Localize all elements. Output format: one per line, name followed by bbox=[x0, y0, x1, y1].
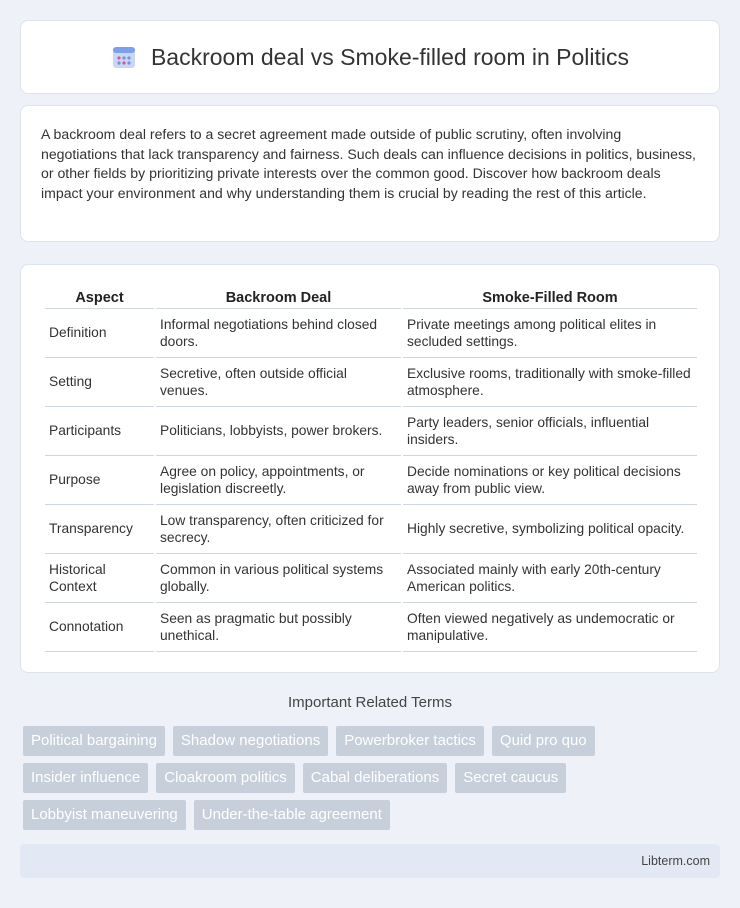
intro-text: A backroom deal refers to a secret agreement made outside of public scrutiny, often involving negotiations that lack transparency and fairness. Such deals can influence decisions in politics, business, or other fields by prioritizing private interests over the common good. Discover how backroom deals impact your environment and why understanding them is crucial by reading the rest of this article. bbox=[41, 126, 696, 201]
table-cell-aspect: Participants bbox=[45, 407, 154, 456]
related-term-tag[interactable]: Secret caucus bbox=[455, 763, 566, 793]
calendar-grid-icon bbox=[111, 44, 137, 70]
table-cell-smoke: Highly secretive, symbolizing political opacity. bbox=[403, 505, 697, 554]
footer-site-link[interactable]: Libterm.com bbox=[641, 854, 710, 868]
related-term-tag[interactable]: Political bargaining bbox=[23, 726, 165, 756]
related-term-tag[interactable]: Cloakroom politics bbox=[156, 763, 295, 793]
related-term-tag[interactable]: Shadow negotiations bbox=[173, 726, 328, 756]
table-row bbox=[45, 309, 697, 358]
table-cell-smoke: Decide nominations or key political decisions away from public view. bbox=[403, 456, 697, 505]
table-cell-backroom: Low transparency, often criticized for secrecy. bbox=[156, 505, 401, 554]
table-cell-aspect: Connotation bbox=[45, 603, 154, 652]
table-cell-aspect: Setting bbox=[45, 358, 154, 407]
table-cell-backroom: Common in various political systems globally. bbox=[156, 554, 401, 603]
related-term-tag[interactable]: Powerbroker tactics bbox=[336, 726, 484, 756]
related-terms-list bbox=[23, 726, 723, 830]
table-cell-backroom: Politicians, lobbyists, power brokers. bbox=[156, 407, 401, 456]
intro-card bbox=[20, 105, 720, 242]
column-header-backroom-deal: Backroom Deal bbox=[156, 285, 401, 309]
related-term-tag[interactable]: Cabal deliberations bbox=[303, 763, 447, 793]
header-card bbox=[20, 20, 720, 94]
table-row bbox=[45, 603, 697, 652]
table-cell-smoke: Associated mainly with early 20th-century American politics. bbox=[403, 554, 697, 603]
footer bbox=[20, 844, 720, 878]
table-cell-smoke: Party leaders, senior officials, influential insiders. bbox=[403, 407, 697, 456]
table-cell-smoke: Often viewed negatively as undemocratic or manipulative. bbox=[403, 603, 697, 652]
column-header-aspect: Aspect bbox=[45, 285, 154, 309]
table-row bbox=[45, 456, 697, 505]
related-term-tag[interactable]: Quid pro quo bbox=[492, 726, 595, 756]
page-title: Backroom deal vs Smoke-filled room in Politics bbox=[150, 43, 630, 70]
table-cell-aspect: Definition bbox=[45, 309, 154, 358]
table-cell-aspect: Transparency bbox=[45, 505, 154, 554]
column-header-smoke-filled-room: Smoke-Filled Room bbox=[403, 285, 697, 309]
comparison-card bbox=[20, 264, 720, 673]
table-header-row bbox=[45, 285, 697, 309]
table-cell-aspect: Purpose bbox=[45, 456, 154, 505]
table-cell-backroom: Agree on policy, appointments, or legislation discreetly. bbox=[156, 456, 401, 505]
comparison-table bbox=[43, 285, 699, 652]
table-cell-backroom: Informal negotiations behind closed doors. bbox=[156, 309, 401, 358]
table-cell-backroom: Seen as pragmatic but possibly unethical. bbox=[156, 603, 401, 652]
related-term-tag[interactable]: Insider influence bbox=[23, 763, 148, 793]
table-row bbox=[45, 358, 697, 407]
table-row bbox=[45, 407, 697, 456]
table-row bbox=[45, 505, 697, 554]
table-cell-backroom: Secretive, often outside official venues. bbox=[156, 358, 401, 407]
table-cell-smoke: Exclusive rooms, traditionally with smoke-filled atmosphere. bbox=[403, 358, 697, 407]
table-cell-smoke: Private meetings among political elites in secluded settings. bbox=[403, 309, 697, 358]
table-row bbox=[45, 554, 697, 603]
related-term-tag[interactable]: Lobbyist maneuvering bbox=[23, 800, 186, 830]
table-cell-aspect: Historical Context bbox=[45, 554, 154, 603]
related-term-tag[interactable]: Under-the-table agreement bbox=[194, 800, 390, 830]
related-terms-title: Important Related Terms bbox=[288, 694, 452, 711]
